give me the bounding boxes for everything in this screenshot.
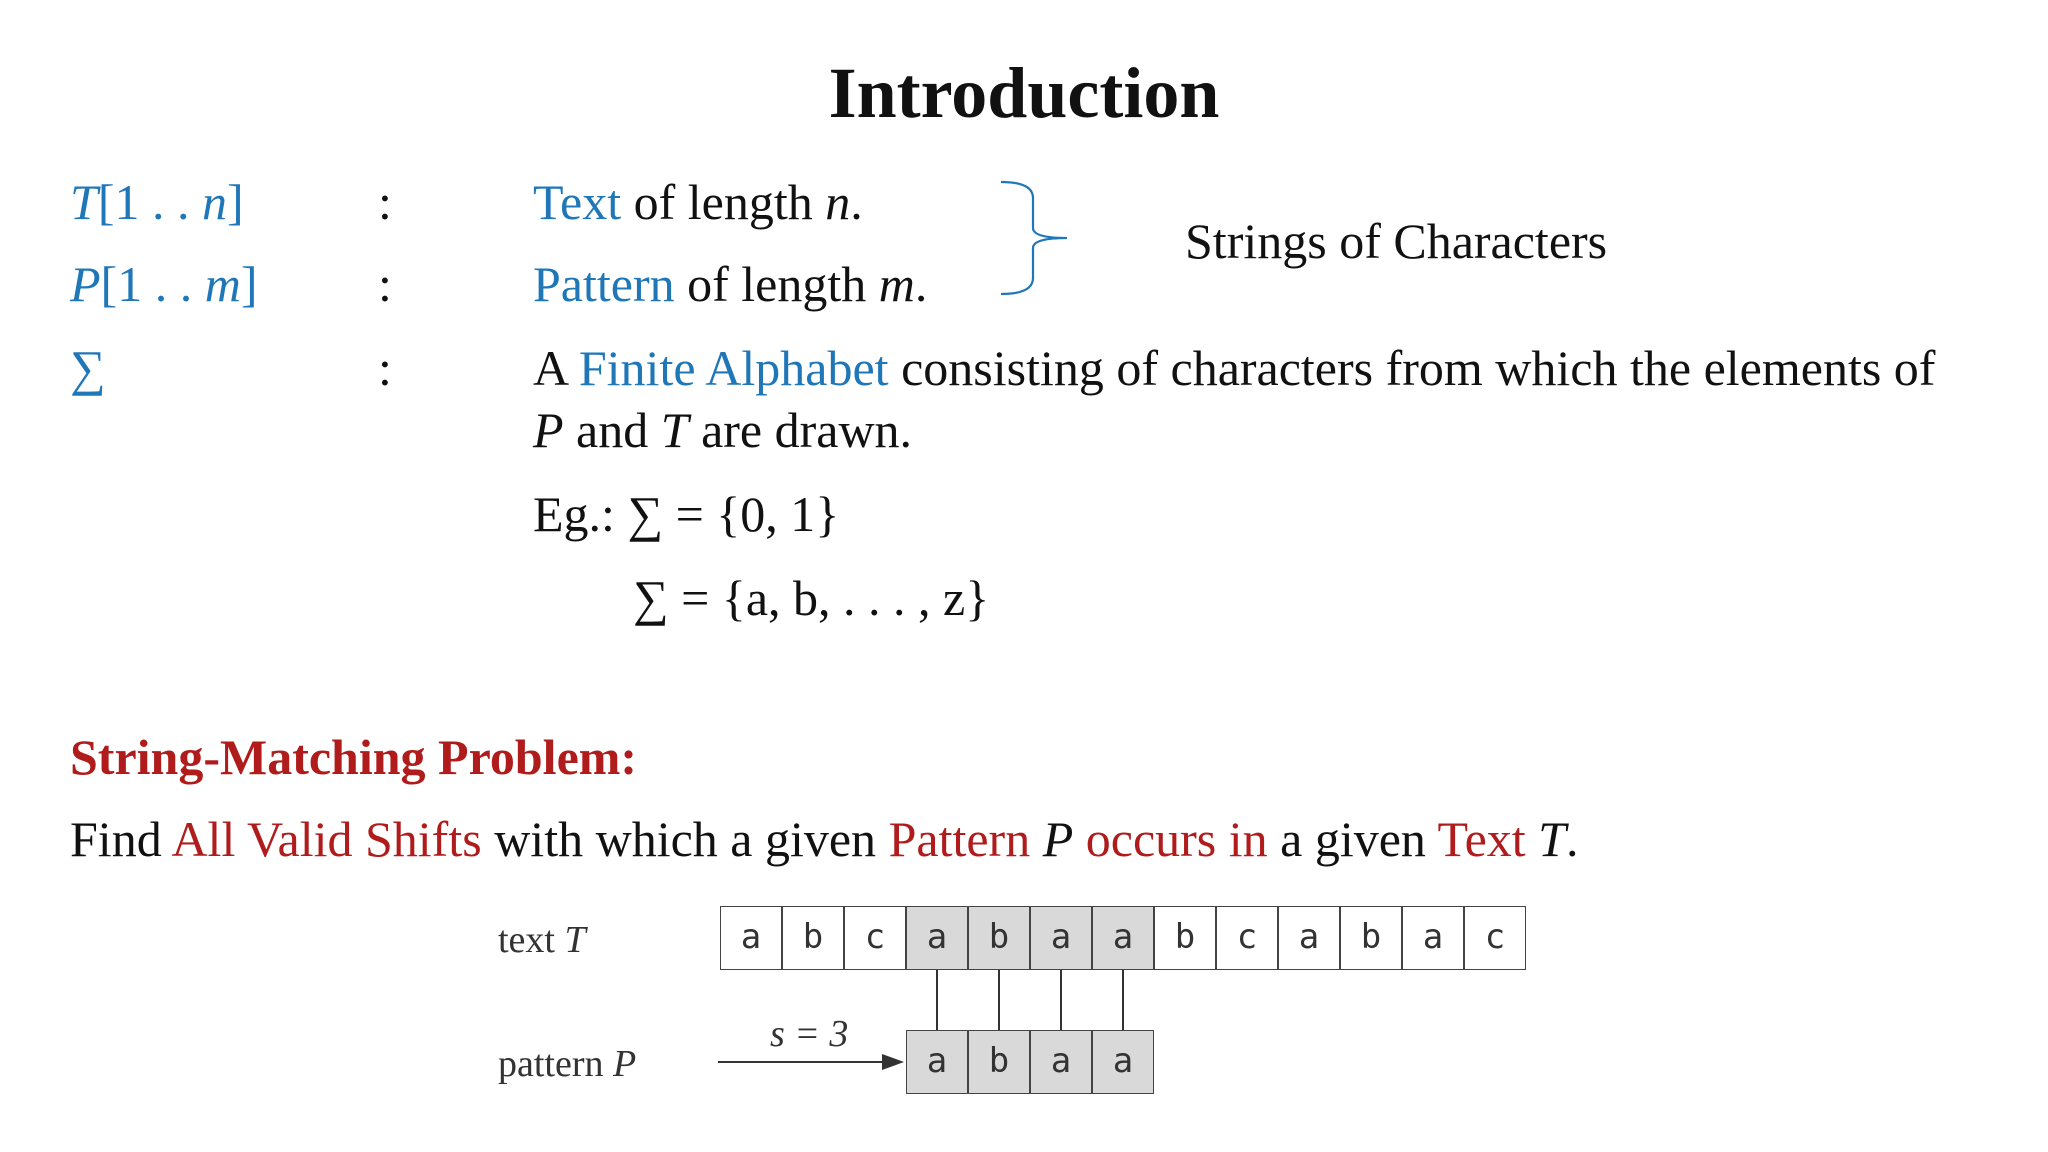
text-symbol-end: ]: [226, 174, 244, 230]
pattern-def-var: m: [878, 256, 915, 312]
pattern-def-end: .: [914, 256, 928, 312]
text-cell: c: [1464, 906, 1526, 970]
text-cell: b: [1340, 906, 1402, 970]
pattern-symbol-letter: P: [70, 256, 101, 312]
pattern-symbol-var: m: [204, 256, 241, 312]
match-connector-lines: [937, 970, 1123, 1030]
problem-h3: occurs in: [1073, 811, 1268, 867]
text-cell: b: [1154, 906, 1216, 970]
text-cell: b: [968, 906, 1030, 970]
text-cell: c: [1216, 906, 1278, 970]
alphabet-def-a: A: [533, 340, 579, 396]
pattern-row-var: P: [613, 1043, 637, 1085]
shift-label: s = 3: [770, 1013, 849, 1055]
text-cell: a: [1092, 906, 1154, 970]
shift-arrowhead-icon: [882, 1054, 904, 1070]
alphabet-symbol: ∑: [70, 340, 106, 396]
pattern-symbol-range: [1 . .: [100, 256, 205, 312]
problem-h2: Pattern: [888, 811, 1043, 867]
alphabet-definition-line2: [533, 400, 912, 460]
alphabet-def-p: P: [533, 402, 564, 458]
strings-label: Strings of Characters: [1185, 213, 1608, 269]
problem-h2-var: P: [1042, 811, 1074, 867]
text-symbol-range: [1 . .: [97, 174, 202, 230]
right-brace-icon: [995, 178, 1075, 298]
pattern-cell: a: [1092, 1030, 1154, 1094]
pattern-cell: b: [968, 1030, 1030, 1094]
problem-h1: All Valid Shifts: [171, 811, 482, 867]
text-symbol: [70, 172, 244, 232]
text-cell: b: [782, 906, 844, 970]
problem-statement: [70, 810, 1578, 868]
alphabet-def-and: and: [563, 402, 661, 458]
pattern-definition: [533, 254, 927, 314]
text-def-end: .: [850, 174, 863, 230]
text-row-var: T: [564, 919, 586, 961]
text-cell: a: [906, 906, 968, 970]
text-symbol-var: n: [201, 174, 227, 230]
text-colon: :: [378, 174, 392, 230]
alphabet-def-drawn: are drawn.: [688, 402, 913, 458]
text-def-rest: of length: [621, 174, 826, 230]
pattern-term: Pattern: [533, 256, 675, 312]
pattern-symbol: [70, 254, 257, 314]
pattern-colon: :: [378, 256, 392, 312]
pattern-cell: a: [1030, 1030, 1092, 1094]
text-cell: a: [720, 906, 782, 970]
text-def-var: n: [825, 174, 851, 230]
problem-h4-var: T: [1538, 811, 1566, 867]
page-title: Introduction: [828, 53, 1220, 133]
text-row-word: text: [498, 919, 555, 961]
text-symbol-letter: T: [70, 174, 98, 230]
alphabet-example-1: [533, 484, 839, 544]
alphabet-example-2: ∑ = {a, b, . . . , z}: [633, 570, 990, 626]
example-prefix: Eg.:: [533, 486, 628, 542]
alphabet-def-t: T: [660, 402, 689, 458]
text-cell: c: [844, 906, 906, 970]
example-binary: ∑ = {0, 1}: [627, 486, 840, 542]
alphabet-definition-line1: [533, 338, 1935, 398]
text-cell: a: [1030, 906, 1092, 970]
pattern-def-rest: of length: [674, 256, 879, 312]
problem-s1: Find: [70, 811, 172, 867]
pattern-row-word: pattern: [498, 1043, 604, 1085]
problem-s3: a given: [1267, 811, 1438, 867]
text-definition: [533, 172, 863, 232]
problem-s2: with which a given: [481, 811, 889, 867]
alphabet-colon: :: [378, 340, 392, 396]
problem-s4: .: [1565, 811, 1579, 867]
alphabet-def-rest: consisting of characters from which the elements of: [888, 340, 1936, 396]
text-cell: a: [1278, 906, 1340, 970]
alphabet-term: Finite Alphabet: [578, 340, 889, 396]
problem-h4: Text: [1437, 811, 1539, 867]
text-cell: a: [1402, 906, 1464, 970]
text-term: Text: [533, 174, 622, 230]
problem-heading: String-Matching Problem:: [70, 729, 638, 785]
pattern-cell: a: [906, 1030, 968, 1094]
pattern-symbol-end: ]: [240, 256, 258, 312]
